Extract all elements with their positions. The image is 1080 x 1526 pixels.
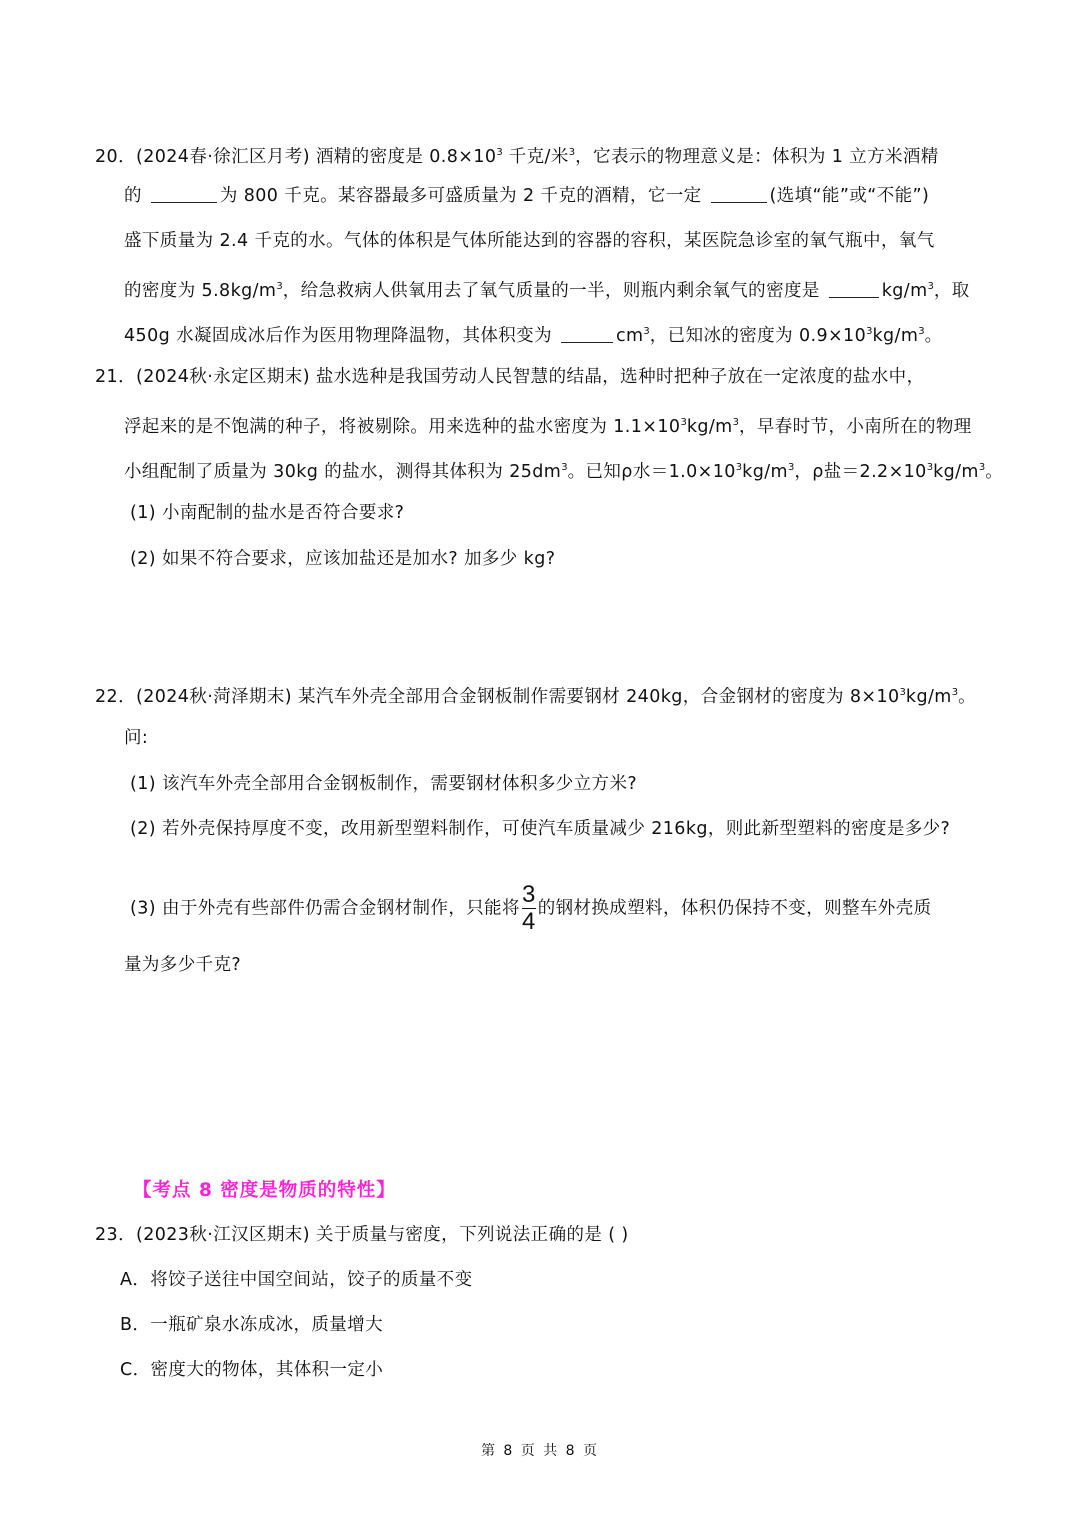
q20-text: 为 800 千克。某容器最多可盛质量为 2 千克的酒精，它一定 <box>219 186 708 206</box>
superscript: 3 <box>735 462 743 473</box>
q22-part-text: 的钢材换成塑料，体积仍保持不变，则整车外壳质 <box>537 898 932 919</box>
q20-text: 的密度为 5.8kg/m <box>124 281 277 301</box>
option-text: B．一瓶矿泉水冻成冰，质量增大 <box>120 1315 384 1335</box>
q22-part-text: (1) 该汽车外壳全部用合金钢板制作，需要钢材体积多少立方米? <box>130 774 638 794</box>
q20-text: ，它表示的物理意义是：体积为 1 立方米酒精 <box>575 147 939 167</box>
q21-text: kg/m <box>686 417 733 437</box>
q21-text: ，早春时节，小南所在的物理 <box>738 417 972 437</box>
answer-blank[interactable] <box>151 184 217 203</box>
superscript: 3 <box>951 687 959 698</box>
fraction <box>522 883 536 934</box>
q20-text: 。 <box>924 326 943 346</box>
fraction-numerator: 3 <box>521 881 536 908</box>
q20-text: ，取 <box>933 281 970 301</box>
q22-text: 。 <box>958 687 976 707</box>
q22-part-2 <box>130 816 950 842</box>
q22-part-text: (3) 由于外壳有些部件仍需合金钢材制作，只能将 <box>130 898 520 919</box>
q21-line-2 <box>124 410 972 440</box>
q20-line-1 <box>95 140 939 170</box>
q21-part-1 <box>130 500 404 526</box>
q21-text: 小组配制了质量为 30kg 的盐水，测得其体积为 25dm <box>124 462 562 482</box>
superscript: 3 <box>899 687 906 698</box>
q20-text: kg/m <box>872 326 919 346</box>
superscript: 3 <box>978 462 986 473</box>
q23-text: 23．(2023秋·江汉区期末) 关于质量与密度，下列说法正确的是 ( ) <box>95 1225 629 1245</box>
page-footer: 第 8 页 共 8 页 <box>480 1443 600 1459</box>
q22-text: kg/m <box>905 687 952 707</box>
q21-line-3 <box>124 455 1003 485</box>
q20-text: 盛下质量为 2.4 千克的水。气体的体积是气体所能达到的容器的容积，某医院急诊室的氧气瓶中，氧气 <box>124 231 935 251</box>
q20-text: ，给急救病人供氧用去了氧气质量的一半，则瓶内剩余氧气的密度是 <box>282 281 826 301</box>
q21-part-2 <box>130 546 555 572</box>
q22-part-text: (2) 若外壳保持厚度不变，改用新型塑料制作，可使汽车质量减少 216kg，则此新型塑料的密度是多少? <box>130 819 951 839</box>
q20-text: kg/m <box>881 281 928 301</box>
q21-part-text: (2) 如果不符合要求，应该加盐还是加水? 加多少 kg? <box>130 549 556 569</box>
q23-option-c[interactable] <box>120 1357 383 1383</box>
q20-text: ，已知冰的密度为 0.9×10 <box>649 326 867 346</box>
q20-text: (选填“能”或“不能”) <box>769 186 930 206</box>
q22-part-text: 量为多少千克? <box>124 955 242 975</box>
q20-text: 的 <box>124 186 148 206</box>
q21-text: kg/m <box>933 462 979 482</box>
q20-text: 千克/米 <box>502 147 569 167</box>
q20-text: 450g 水凝固成冰后作为医用物理降温物，其体积变为 <box>124 326 558 346</box>
q20-text: cm <box>615 326 644 346</box>
q23-stem <box>95 1222 629 1248</box>
answer-blank[interactable] <box>561 324 613 343</box>
superscript: 3 <box>787 462 795 473</box>
q22-part-3-cont <box>124 952 241 978</box>
superscript: 3 <box>496 147 503 158</box>
superscript: 3 <box>680 417 687 428</box>
answer-blank[interactable] <box>711 184 767 203</box>
superscript: 3 <box>926 462 934 473</box>
q23-option-a[interactable] <box>120 1267 472 1293</box>
superscript: 3 <box>918 326 925 337</box>
option-text: A．将饺子送往中国空间站，饺子的质量不变 <box>120 1270 473 1290</box>
q20-line-3 <box>124 228 935 254</box>
q21-text: 。 <box>985 462 1004 482</box>
fraction-denominator: 4 <box>521 908 536 935</box>
answer-blank[interactable] <box>829 279 879 298</box>
q21-text: 浮起来的是不饱满的种子，将被剔除。用来选种的盐水密度为 1.1×10 <box>124 417 681 437</box>
q21-text: kg/m <box>742 462 788 482</box>
q21-text: ，ρ盐＝2.2×10 <box>794 462 927 482</box>
superscript: 3 <box>568 147 576 158</box>
q21-text: 21．(2024秋·永定区期末) 盐水选种是我国劳动人民智慧的结晶，选种时把种子放在一定浓度的盐水中， <box>95 367 925 387</box>
superscript: 3 <box>866 326 873 337</box>
q20-line-2 <box>124 183 929 209</box>
section-title: 【考点 8 密度是物质的特性】 <box>133 1180 396 1201</box>
q22-text: 问: <box>124 728 149 748</box>
q22-line-2 <box>124 725 148 751</box>
q22-text: 22．(2024秋·菏泽期末) 某汽车外壳全部用合金钢板制作需要钢材 240kg，合金钢材的密度为 8×10 <box>95 687 900 707</box>
superscript: 3 <box>927 281 934 292</box>
q22-line-1 <box>95 680 976 710</box>
q22-part-1 <box>130 771 637 797</box>
q21-line-1 <box>95 364 924 390</box>
superscript: 3 <box>732 417 739 428</box>
q21-text: 。已知ρ水＝1.0×10 <box>567 462 736 482</box>
option-text: C．密度大的物体，其体积一定小 <box>120 1360 384 1380</box>
superscript: 3 <box>561 462 568 473</box>
q20-text: 20．(2024春·徐汇区月考) 酒精的密度是 0.8×10 <box>95 147 497 167</box>
q20-line-4 <box>124 274 970 304</box>
q23-option-b[interactable] <box>120 1312 383 1338</box>
superscript: 3 <box>643 326 650 337</box>
q20-line-5 <box>124 319 943 349</box>
superscript: 3 <box>276 281 283 292</box>
q21-part-text: (1) 小南配制的盐水是否符合要求? <box>130 503 405 523</box>
q22-part-3 <box>130 883 932 934</box>
